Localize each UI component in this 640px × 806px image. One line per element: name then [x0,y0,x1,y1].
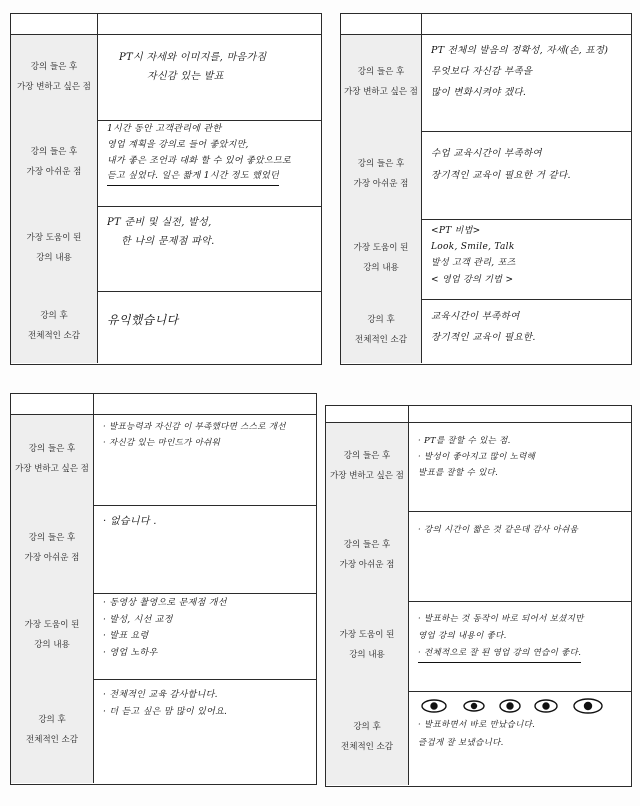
handwritten-line: 즐겁게 잘 보냈습니다. [418,737,504,748]
row-regret [11,120,321,207]
answer-helpful [95,593,316,679]
handwritten-line: · 전체적인 교육 감사합니다. [103,690,218,700]
feedback-form-2 [340,13,632,365]
answer-helpful [423,219,631,299]
answer-regret [410,511,631,601]
form-header-row [326,406,631,423]
handwritten-line: 무엇보다 자신감 부족을 [431,65,533,77]
handwritten-line: < 영업 강의 기법 > [431,274,514,285]
handwritten-line: · 발표하면서 바로 만났습니다. [418,720,536,730]
row-change [11,35,321,121]
row-overall [341,299,631,363]
handwritten-line: · 영업 노하우 [103,647,158,658]
label-regret: 강의 들은 후 가장 아쉬운 점 [341,131,422,219]
answer-regret [99,120,321,206]
row-overall [326,691,631,785]
handwritten-line: PT시 자세와 이미지를, 마음가짐 [119,52,267,63]
label-overall: 강의 후 전체적인 소감 [11,679,94,783]
handwritten-line: · 더 듣고 싶은 맘 많이 있어요. [103,706,228,717]
label-helpful: 가장 도움이 된 강의 내용 [11,206,98,291]
handwritten-line: 영업 강의 내용이 좋다. [418,631,507,641]
handwritten-line: · 발표하는 것 동작이 바로 되어서 보셨지만 [418,614,584,624]
label-overall: 강의 후 전체적인 소감 [326,691,409,785]
form-header-row [341,14,631,35]
answer-change [410,423,631,511]
row-helpful [341,219,631,300]
handwritten-line: 영업 계획을 강의로 들어 좋았지만, [107,139,249,150]
answer-overall [423,299,631,363]
answer-overall [95,679,316,783]
row-overall [11,291,321,363]
label-regret: 강의 들은 후 가장 아쉬운 점 [11,120,98,206]
row-change [11,415,316,506]
handwritten-line: · 자신감 있는 마인드가 아쉬워 [103,438,221,449]
label-helpful: 가장 도움이 된 강의 내용 [326,601,409,691]
handwritten-line: · 없습니다 . [103,516,157,527]
handwritten-line: Look, Smile, Talk [431,242,515,253]
answer-regret [95,505,316,593]
label-overall: 강의 후 전체적인 소감 [341,299,422,363]
feedback-form-3 [10,393,317,785]
label-change: 강의 들은 후 가장 변하고 싶은 점 [11,35,98,120]
doodle-eyes-drawing [418,695,618,717]
handwritten-line: PT 전체의 발음의 정확성, 자세(손, 표정) [431,45,609,56]
handwritten-line: 내가 좋은 조언과 대화 할 수 있어 좋았으므로 [107,155,292,166]
answer-regret [423,131,631,219]
answer-helpful [410,601,631,691]
label-regret: 강의 들은 후 가장 아쉬운 점 [326,511,409,601]
handwritten-line: 한 나의 문제점 파악. [121,235,215,247]
label-helpful: 가장 도움이 된 강의 내용 [11,593,94,679]
handwritten-line: · 강의 시간이 짧은 것 같은데 감사 아쉬움 [418,525,579,535]
handwritten-line: · 발성이 좋아지고 많이 노력해 [418,452,536,463]
handwritten-line: 장기적인 교육이 필요한. [431,331,536,343]
label-regret: 강의 들은 후 가장 아쉬운 점 [11,505,94,593]
handwritten-line: 발성 고객 관리, 포즈 [431,258,516,269]
handwritten-line: 유익했습니다 [107,313,179,327]
handwritten-line: 많이 변화시켜야 겠다. [431,86,527,98]
handwritten-line: · PT를 잘할 수 있는 점. [418,436,511,446]
handwritten-line: 교육시간이 부족하여 [431,311,520,322]
handwritten-line: 1시간 동안 고객관리에 관한 [107,124,222,134]
handwritten-line: 듣고 싶었다. 일은 짧게 1시간 정도 했었던 [107,169,279,186]
label-change: 강의 들은 후 가장 변하고 싶은 점 [11,415,94,505]
row-regret [326,511,631,602]
answer-change [423,35,631,131]
label-overall: 강의 후 전체적인 소감 [11,291,98,363]
handwritten-line: PT 준비 및 실전, 발성, [107,217,212,228]
form-header-row [11,394,316,415]
row-regret [341,131,631,220]
row-change [326,423,631,512]
row-regret [11,505,316,594]
answer-overall [99,291,321,363]
answer-change [99,35,321,120]
row-helpful [326,601,631,692]
handwritten-line: 장기적인 교육이 필요한 거 같다. [431,169,571,181]
handwritten-line: · 발성, 시선 교정 [103,614,173,625]
handwritten-line: 자신감 있는 발표 [147,70,224,82]
row-helpful [11,593,316,680]
answer-change [95,415,316,505]
row-helpful [11,206,321,292]
label-helpful: 가장 도움이 된 강의 내용 [341,219,422,299]
row-change [341,35,631,132]
handwritten-line: · 발표 요령 [103,631,149,642]
handwritten-line: · 발표능력과 자신감 이 부족했다면 스스로 개선 [103,422,286,432]
row-overall [11,679,316,783]
handwritten-line: · 전체적으로 잘 된 영업 강의 연습이 좋다. [418,645,581,663]
label-change: 강의 들은 후 가장 변하고 싶은 점 [326,423,409,511]
handwritten-line: <PT 비법> [431,226,481,236]
feedback-form-1 [10,13,322,365]
answer-overall [410,691,631,785]
handwritten-line: 발표를 잘할 수 있다. [418,468,499,479]
feedback-form-4 [325,405,632,787]
answer-helpful [99,206,321,291]
handwritten-line: · 동영상 촬영으로 문제점 개선 [103,598,227,608]
label-change: 강의 들은 후 가장 변하고 싶은 점 [341,35,422,131]
form-header-row [11,14,321,35]
handwritten-line: 수업 교육시간이 부족하여 [431,148,542,159]
